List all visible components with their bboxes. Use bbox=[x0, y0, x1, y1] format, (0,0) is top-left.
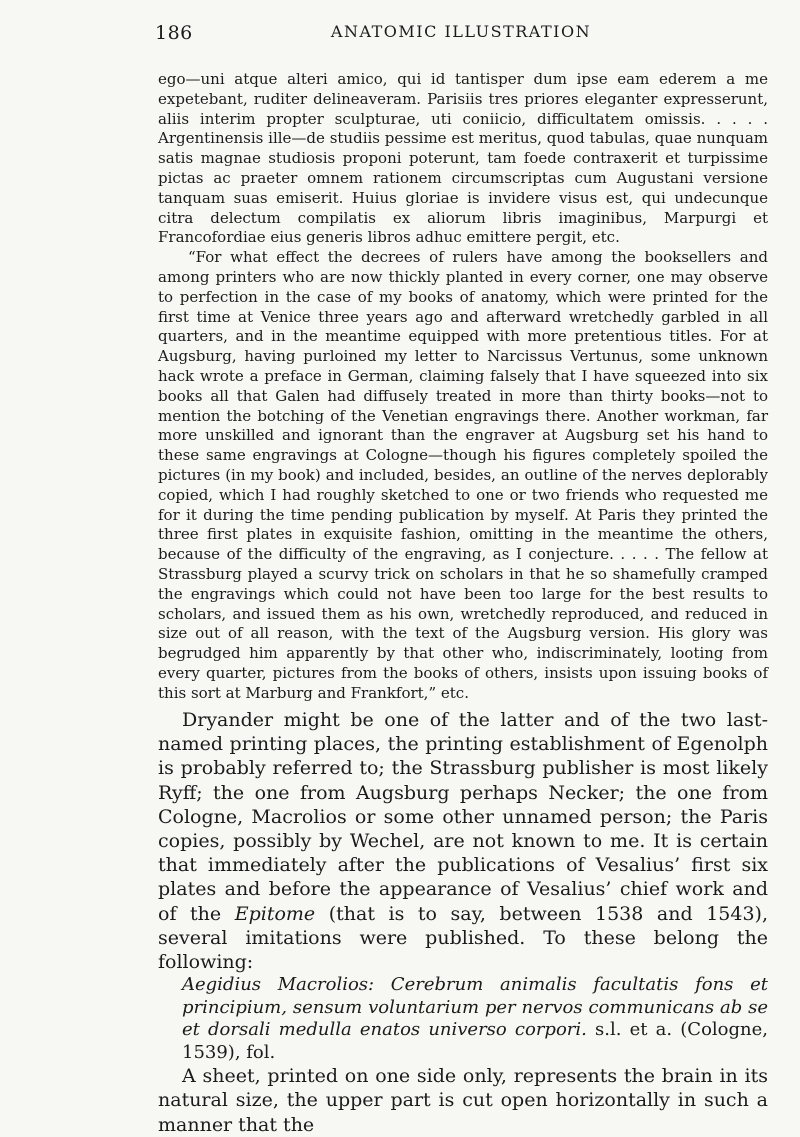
main-text bbox=[158, 708, 768, 1137]
latin-quote: ego—uni atque alteri amico, qui id tantisper dum ipse eam ederem a me expetebant, ruditer delineaveram. Parisiis tres priores eleganter expresserunt, aliis interim propter sculpturae, uti coniicio, difficultatem omissis. . . . . Argentinensis ille—de studiis pessime est meritus, quod tabulas, quae nunquam satis magnae studiosis proponi poterunt, tam foede contraxerit et turpissime pictas ac praeter omnem rationem circumscriptas cum Augustani versione tanquam suas emiserit. Huius gloriae is invidere visus est, qui undecunque citra delectum compilatis ex aliorum libris imaginibus, Marpurgi et Francofordiae eius generis libros adhuc emittere pergit, etc. bbox=[158, 70, 768, 247]
macrolios-bibliographic-entry bbox=[158, 974, 768, 1064]
paragraph-text-part-a: Dryander might be one of the latter and of the two last-named printing places, the printing establishment of Egenolph is probably referred to; the Strassburg publisher is most likely Ryff; the one from Augsburg perhaps Necker; the one from Cologne, Macrolios or some other unnamed person; the Paris copies, possibly by Wechel, are not known to me. It is certain that immediately after the publications of Vesalius’ first six plates and before the appearance of Vesalius’ chief work and of the bbox=[158, 709, 768, 925]
paragraph-text-part-b: (that is to say, between 1538 and 1543), several imitations were published. To these belong the following: bbox=[158, 902, 769, 974]
page-header bbox=[155, 22, 767, 50]
imprint: s.l. et a. (Cologne, 1539), fol. bbox=[182, 1019, 768, 1063]
english-translation: “For what effect the decrees of rulers have among the booksellers and among printers who are now thickly planted in every corner, one may observe to perfection in the case of my books of anatomy, which were printed for the first time at Venice three years ago and afterward wretchedly garbled in all quarters, and in the meantime equipped with more pretentious titles. For at Augsburg, having purloined my letter to Narcissus Vertunus, some unknown hack wrote a preface in German, claiming falsely that I have squeezed into six books all that Galen had diffusely treated in more than thirty books—not to mention the botching of the Venetian engravings there. Another workman, far more unskilled and ignorant than the engraver at Augsburg set his hand to these same engravings at Cologne—though his figures completely spoiled the pictures (in my book) and included, besides, an outline of the nerves deplorably copied, which I had roughly sketched to one or two friends who requested me for it during the time pending publication by myself. At Paris they printed the three first plates in exquisite fashion, omitting in the meantime the others, because of the difficulty of the engraving, as I conjecture. . . . . The fellow at Strassburg played a scurvy trick on scholars in that he so shamefully cramped the engravings which could not have been too large for the best results to scholars, and issued them as his own, wretchedly reproduced, and reduced in size out of all reason, with the text of the Augsburg version. His glory was begrudged him apparently by that other who, indiscriminately, looting from every quarter, pictures from the books of others, insists upon issuing books of this sort at Marburg and Frankfort,” etc. bbox=[158, 248, 768, 702]
work-title-italic: Aegidius Macrolios: Cerebrum animalis facultatis fons et principium, sensum voluntarium per nervos communicans ab se et dorsali medulla enatos universo corpori. bbox=[182, 974, 768, 1041]
epitome-title: Epitome bbox=[234, 902, 316, 925]
quoted-passage bbox=[158, 70, 768, 704]
paragraph-dryander bbox=[158, 708, 768, 974]
page-number: 186 bbox=[155, 22, 193, 44]
running-title: ANATOMIC ILLUSTRATION bbox=[330, 22, 592, 41]
paragraph-sheet: A sheet, printed on one side only, represents the brain in its natural size, the upper part is cut open horizontally in such a manner that the bbox=[158, 1065, 768, 1136]
